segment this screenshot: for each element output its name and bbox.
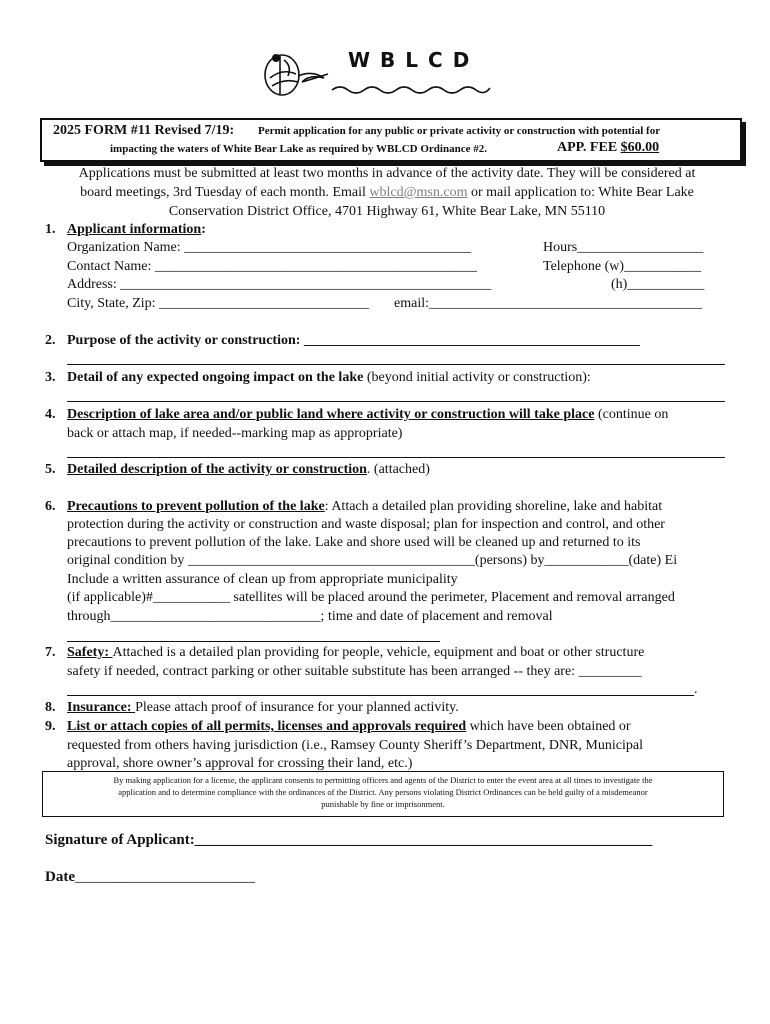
section-9-line-3: approval, shore owner’s approval for crossing their land, etc.) bbox=[67, 756, 413, 771]
email-link[interactable]: wblcd@msn.com bbox=[369, 185, 468, 200]
section-9-heading: List or attach copies of all permits, licenses and approvals required bbox=[67, 719, 467, 734]
section-2-number: 2. bbox=[45, 333, 56, 348]
section-6-line-2: protection during the activity or construction and waste disposal; plan for inspection and control, and other bbox=[67, 517, 665, 532]
disclaimer-line-1: By making application for a license, the applicant consents to permitting officers and agents of the District to enter the event area at all times to investigate the bbox=[113, 775, 653, 785]
section-6-heading: Precautions to prevent pollution of the lake bbox=[67, 499, 325, 514]
section-3-heading: Detail of any expected ongoing impact on the lake bbox=[67, 370, 364, 385]
disclaimer-line-3: punishable by fine or imprisonment. bbox=[321, 799, 445, 809]
section-7-safety-field[interactable]: safety if needed, contract parking or other suitable substitute has been arranged -- they are: _________ bbox=[67, 664, 642, 679]
section-6-cleanup-field[interactable]: original condition by _________________________________________(persons) by____________(date) Ei bbox=[67, 553, 678, 568]
section-4-heading: Description of lake area and/or public land where activity or construction will take place bbox=[67, 407, 595, 422]
section-3-number: 3. bbox=[45, 370, 56, 385]
intro-line-3: Conservation District Office, 4701 Highway 61, White Bear Lake, MN 55110 bbox=[168, 204, 606, 219]
hours-field[interactable]: Hours__________________ bbox=[543, 240, 704, 255]
section-6-answer-line[interactable] bbox=[67, 641, 440, 642]
section-7-answer-line[interactable] bbox=[67, 695, 694, 696]
date-label: Date bbox=[45, 869, 75, 885]
section-5-text: Detailed description of the activity or construction. (attached) bbox=[67, 462, 430, 477]
fee-amount: $60.00 bbox=[620, 140, 660, 155]
section-5-heading: Detailed description of the activity or construction bbox=[67, 462, 367, 477]
section-3-answer-line[interactable] bbox=[67, 401, 725, 402]
section-6-line-5: Include a written assurance of clean up from appropriate municipality bbox=[67, 572, 458, 587]
section-4-number: 4. bbox=[45, 407, 56, 422]
application-fee bbox=[557, 140, 659, 156]
section-6-text: Precautions to prevent pollution of the lake: Attach a detailed plan providing shoreline, lake and habitat bbox=[67, 499, 663, 514]
section-4-answer-line[interactable] bbox=[67, 457, 725, 458]
form-description-line-1: Permit application for any public or private activity or construction with potential for bbox=[258, 125, 661, 137]
email-field[interactable]: email:_______________________________________ bbox=[394, 296, 702, 311]
section-6-number: 6. bbox=[45, 499, 56, 514]
section-7-period: . bbox=[694, 682, 698, 697]
section-6-line-3: precautions to prevent pollution of the lake. Lake and shore used will be cleaned up and returned to its bbox=[67, 535, 641, 550]
intro-line-2: board meetings, 3rd Tuesday of each month. Email wblcd@msn.com or mail application to: White Bear Lake bbox=[80, 185, 694, 200]
section-9-line-2: requested from others having jurisdiction (i.e., Ramsey County Sheriff’s Department, DNR, Municipal bbox=[67, 738, 643, 753]
date-line[interactable]: ________________________ bbox=[75, 869, 255, 885]
section-1-heading: Applicant information: bbox=[67, 222, 206, 237]
section-5-number: 5. bbox=[45, 462, 56, 477]
address-field[interactable]: Address: _____________________________________________________ bbox=[67, 277, 492, 292]
section-4-line-2: back or attach map, if needed--marking map as appropriate) bbox=[67, 426, 403, 441]
section-7-text: Safety: Attached is a detailed plan providing for people, vehicle, equipment and boat or other structure bbox=[67, 645, 645, 660]
logo-text: WBLCD bbox=[348, 48, 480, 72]
signature-field[interactable]: Signature of Applicant:_____________________________________________________________ bbox=[45, 832, 653, 848]
section-7-heading: Safety: bbox=[67, 645, 113, 660]
section-6-satellites-field[interactable]: (if applicable)#___________ satellites will be placed around the perimeter, Placement and removal arranged bbox=[67, 590, 675, 605]
section-3-text: Detail of any expected ongoing impact on the lake (beyond initial activity or construction): bbox=[67, 370, 591, 385]
section-2-answer-line[interactable] bbox=[67, 364, 725, 365]
contact-name-field[interactable]: Contact Name: ______________________________________________ bbox=[67, 259, 477, 274]
date-field[interactable] bbox=[45, 869, 255, 886]
telephone-home-field[interactable]: (h)___________ bbox=[611, 277, 705, 292]
section-4-text: Description of lake area and/or public land where activity or construction will take place (continue on bbox=[67, 407, 669, 422]
disclaimer-line-2: application and to determine compliance with the ordinances of the District. Any persons violating District Ordinances can be held guilty of a misdemeanor bbox=[118, 787, 648, 797]
section-7-number: 7. bbox=[45, 645, 56, 660]
section-9-number: 9. bbox=[45, 719, 56, 734]
city-state-zip-field[interactable]: City, State, Zip: ______________________________ bbox=[67, 296, 370, 311]
form-title: 2025 FORM #11 Revised 7/19: bbox=[53, 123, 235, 138]
section-1-number: 1. bbox=[45, 222, 56, 237]
fee-label: APP. FEE bbox=[557, 140, 618, 155]
section-2-purpose-field[interactable]: Purpose of the activity or construction: ________________________________________________ bbox=[67, 333, 640, 348]
telephone-work-field[interactable]: Telephone (w)___________ bbox=[543, 259, 702, 274]
section-8-text: Insurance: Please attach proof of insurance for your planned activity. bbox=[67, 700, 459, 715]
form-description-line-2: impacting the waters of White Bear Lake as required by WBLCD Ordinance #2. bbox=[110, 143, 487, 155]
section-8-number: 8. bbox=[45, 700, 56, 715]
organization-name-field[interactable]: Organization Name: _________________________________________ bbox=[67, 240, 472, 255]
section-8-heading: Insurance: bbox=[67, 700, 136, 715]
section-6-through-field[interactable]: through______________________________; time and date of placement and removal bbox=[67, 609, 553, 624]
section-9-text: List or attach copies of all permits, licenses and approvals required which have been obtained or bbox=[67, 719, 631, 734]
intro-line-1: Applications must be submitted at least two months in advance of the activity date. They will be considered at bbox=[78, 166, 696, 181]
